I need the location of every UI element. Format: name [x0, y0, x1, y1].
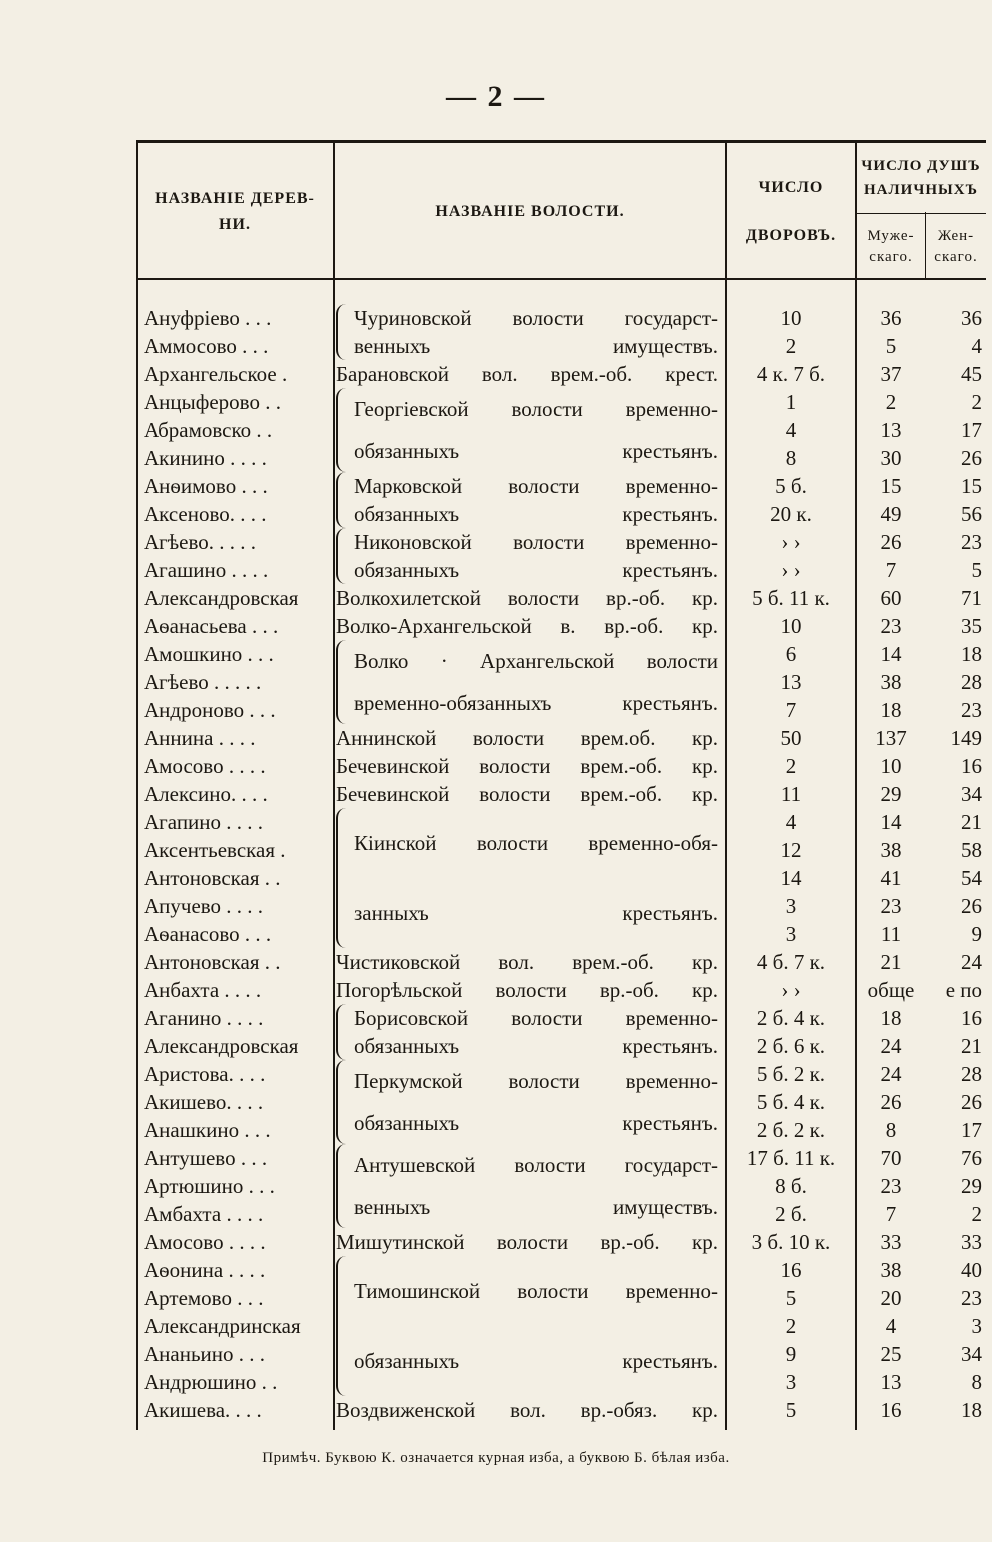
village-name: Аѳанасьева . . .	[144, 614, 279, 638]
volost-name	[354, 1004, 724, 1060]
header-yards-line2: ДВОРОВЪ.	[745, 226, 837, 244]
village-name: Агашино . . . .	[144, 558, 269, 582]
settlements-table	[136, 140, 986, 1430]
yards-count: 6	[785, 642, 797, 666]
village-name: Акишева. . . .	[144, 1398, 262, 1422]
yards-count: 2 б.	[775, 1202, 807, 1226]
village-name: Апучево . . . .	[144, 894, 264, 918]
brace-mark	[336, 472, 348, 528]
volost-line: Барановской вол. врем.-об. крест.	[336, 362, 718, 386]
male-count: 41	[880, 866, 902, 890]
header-male	[856, 215, 926, 279]
yards-count: 1	[785, 390, 797, 414]
male-count: 14	[880, 810, 902, 834]
header-souls-line1: ЧИСЛО ДУШЪ	[861, 158, 981, 174]
village-name: Агѣево . . . . .	[144, 670, 262, 694]
volost-line: венныхъ имуществъ.	[354, 1195, 718, 1219]
brace-mark	[336, 1004, 348, 1060]
volost-group	[336, 1256, 724, 1396]
yards-count: 9	[785, 1342, 797, 1366]
female-count: 34	[961, 782, 982, 806]
male-count: 70	[880, 1146, 902, 1170]
female-count: 9	[971, 922, 982, 946]
village-name: Архангельское .	[144, 362, 288, 386]
male-count: 18	[880, 1006, 902, 1030]
village-name: Александринская	[144, 1314, 301, 1338]
female-count: 34	[961, 1342, 982, 1366]
female-count: 35	[961, 614, 982, 638]
volost-line: Перкумской волости временно-	[354, 1069, 718, 1093]
header-male-label: Муже- скаго.	[867, 228, 915, 265]
yards-count: 3	[785, 1370, 797, 1394]
volost-line: Бечевинской волости врем.-об. кр.	[336, 782, 718, 806]
volost-name	[336, 1228, 724, 1256]
header-village-label: НАЗВАНІЕ ДЕРЕВ- НИ.	[155, 189, 315, 233]
yards-count: 5	[785, 1398, 797, 1422]
volost-group	[336, 472, 724, 528]
yards-count: 4 к. 7 б.	[756, 362, 826, 386]
village-name: Анашкино . . .	[144, 1118, 271, 1142]
village-name: Амосово . . . .	[144, 1230, 266, 1254]
village-name: Аммосово . . .	[144, 334, 269, 358]
female-count: 18	[961, 1398, 982, 1422]
male-count: 23	[880, 614, 902, 638]
yards-count: 4	[785, 418, 797, 442]
village-name: Аристова. . . .	[144, 1062, 266, 1086]
yards-count: 2 б. 2 к.	[756, 1118, 826, 1142]
yards-count: › ›	[781, 978, 801, 1002]
volost-group	[336, 1228, 724, 1256]
header-souls-line2: НАЛИЧНЫХЪ	[863, 182, 979, 198]
village-name: Аганино . . . .	[144, 1006, 264, 1030]
female-count: 17	[961, 1118, 982, 1142]
footnote: Примѣч. Буквою К. означается курная изба, а буквою Б. бѣлая изба.	[262, 1450, 730, 1466]
village-name: Алексино. . . .	[144, 782, 268, 806]
female-count: 29	[961, 1174, 982, 1198]
female-count: 26	[961, 446, 982, 470]
female-count: 23	[961, 698, 982, 722]
female-count: 4	[971, 334, 982, 358]
volost-line: Мишутинской волости вр.-об. кр.	[336, 1230, 718, 1254]
village-name: Антушево . . .	[144, 1146, 268, 1170]
yards-count: 5 б. 2 к.	[756, 1062, 826, 1086]
female-count: 15	[961, 474, 982, 498]
volost-line: временно-обязанныхъ крестьянъ.	[354, 691, 718, 715]
village-name: Аксентьевская .	[144, 838, 286, 862]
male-count: 5	[885, 334, 897, 358]
yards-count: 10	[780, 306, 802, 330]
female-count: 28	[961, 1062, 982, 1086]
female-count: 24	[961, 950, 982, 974]
female-count: 33	[961, 1230, 982, 1254]
female-count: 16	[961, 754, 982, 778]
brace-mark	[336, 528, 348, 584]
volost-group	[336, 724, 724, 752]
female-count: 8	[971, 1370, 982, 1394]
male-count: 2	[885, 390, 897, 414]
volost-group	[336, 780, 724, 808]
female-count: 56	[961, 502, 982, 526]
volost-name	[336, 584, 724, 612]
yards-count: 2 б. 4 к.	[756, 1006, 826, 1030]
village-name: Амошкино . . .	[144, 642, 274, 666]
village-name: Акинино . . . .	[144, 446, 267, 470]
volost-group	[336, 1396, 724, 1424]
village-name: Акишево. . . .	[144, 1090, 264, 1114]
rule-souls-split	[925, 212, 926, 280]
yards-count: 8	[785, 446, 797, 470]
male-count: 26	[880, 1090, 902, 1114]
volost-name	[354, 829, 724, 927]
male-count: 21	[880, 950, 902, 974]
volost-name	[354, 528, 724, 584]
village-name: Абрамовско . .	[144, 418, 273, 442]
volost-line: обязанныхъ крестьянъ.	[354, 502, 718, 526]
village-name: Анѳимово . . .	[144, 474, 268, 498]
volost-group	[336, 584, 724, 612]
yards-count: › ›	[781, 530, 801, 554]
yards-count: 5 б. 4 к.	[756, 1090, 826, 1114]
volost-line: Кіинской волости временно-обя-	[354, 831, 718, 855]
village-name: Аннина . . . .	[144, 726, 256, 750]
male-count: обще	[867, 978, 915, 1002]
male-count: 16	[880, 1398, 902, 1422]
volost-name	[336, 976, 724, 1004]
yards-count: 14	[780, 866, 802, 890]
yards-count: 2	[785, 1314, 797, 1338]
village-name: Антоновская . .	[144, 950, 281, 974]
volost-line: Георгіевской волости временно-	[354, 397, 718, 421]
female-count: 76	[961, 1146, 982, 1170]
volost-group	[336, 976, 724, 1004]
volost-group	[336, 612, 724, 640]
yards-count: 7	[785, 698, 797, 722]
village-name: Анцыферово . .	[144, 390, 281, 414]
volost-group	[336, 1004, 724, 1060]
yards-count: 10	[780, 614, 802, 638]
female-count: 40	[961, 1258, 982, 1282]
male-count: 7	[885, 1202, 897, 1226]
volost-name	[336, 780, 724, 808]
male-count: 20	[880, 1286, 902, 1310]
female-count: 2	[971, 390, 982, 414]
male-count: 38	[880, 670, 902, 694]
yards-count: 2	[785, 754, 797, 778]
volost-line: Антушевской волости государст-	[354, 1153, 718, 1177]
male-count: 10	[880, 754, 902, 778]
header-female-label: Жен- скаго.	[934, 228, 978, 265]
volost-name	[354, 1067, 724, 1137]
brace-mark	[336, 1256, 348, 1396]
header-volost-name	[334, 143, 726, 280]
female-count: 26	[961, 894, 982, 918]
male-count: 29	[880, 782, 902, 806]
female-count: 36	[961, 306, 982, 330]
header-souls	[856, 143, 986, 213]
header-volost-label: НАЗВАНІЕ ВОЛОСТИ.	[435, 202, 625, 220]
volost-name	[354, 647, 724, 717]
volost-line: Волкохилетской волости вр.-об. кр.	[336, 586, 718, 610]
village-name: Амбахта . . . .	[144, 1202, 264, 1226]
yards-count: › ›	[781, 558, 801, 582]
volost-group	[336, 388, 724, 472]
village-name: Александровская	[144, 1034, 299, 1058]
yards-count: 13	[780, 670, 802, 694]
volost-name	[354, 1277, 724, 1375]
female-count: 71	[961, 586, 982, 610]
village-name: Амосово . . . .	[144, 754, 266, 778]
yards-count: 5	[785, 1286, 797, 1310]
female-count: 18	[961, 642, 982, 666]
male-count: 33	[880, 1230, 902, 1254]
village-name: Артюшино . . .	[144, 1174, 275, 1198]
yards-count: 5 б. 11 к.	[752, 586, 830, 610]
female-count: 54	[961, 866, 982, 890]
female-count: 45	[961, 362, 982, 386]
male-count: 13	[880, 1370, 902, 1394]
volost-name	[336, 948, 724, 976]
female-count: 3	[971, 1314, 982, 1338]
yards-count: 17 б. 11 к.	[746, 1146, 836, 1170]
yards-count: 16	[780, 1258, 802, 1282]
female-count: 21	[961, 1034, 982, 1058]
village-name: Андрюшино . .	[144, 1370, 278, 1394]
village-name: Аксеново. . . .	[144, 502, 267, 526]
female-count: 2	[971, 1202, 982, 1226]
village-name: Андроново . . .	[144, 698, 276, 722]
header-souls-divider	[856, 213, 986, 214]
yards-count: 8 б.	[775, 1174, 807, 1198]
male-count: 23	[880, 894, 902, 918]
male-count: 49	[880, 502, 902, 526]
female-count: 23	[961, 530, 982, 554]
yards-count: 11	[780, 782, 802, 806]
yards-count: 4 б. 7 к.	[756, 950, 826, 974]
table-header	[136, 140, 986, 280]
male-count: 137	[875, 726, 907, 750]
male-count: 38	[880, 838, 902, 862]
volost-line: обязанныхъ крестьянъ.	[354, 1034, 718, 1058]
volost-line: обязанныхъ крестьянъ.	[354, 558, 718, 582]
volost-name	[336, 752, 724, 780]
volost-line: обязанныхъ крестьянъ.	[354, 1349, 718, 1373]
volost-line: Бечевинской волости врем.-об. кр.	[336, 754, 718, 778]
brace-mark	[336, 388, 348, 472]
volost-name	[336, 612, 724, 640]
volost-line: обязанныхъ крестьянъ.	[354, 439, 718, 463]
volost-line: венныхъ имуществъ.	[354, 334, 718, 358]
volost-name	[354, 472, 724, 528]
village-name: Ануфріево . . .	[144, 306, 272, 330]
volost-line: Борисовской волости временно-	[354, 1006, 718, 1030]
male-count: 60	[880, 586, 902, 610]
female-count: 21	[961, 810, 982, 834]
header-yards-line1: ЧИСЛО	[758, 178, 824, 196]
yards-count: 2 б. 6 к.	[756, 1034, 826, 1058]
male-count: 11	[880, 922, 902, 946]
volost-line: Тимошинской волости временно-	[354, 1279, 718, 1303]
male-count: 23	[880, 1174, 902, 1198]
volost-line: Марковской волости временно-	[354, 474, 718, 498]
male-count: 13	[880, 418, 902, 442]
female-count: 17	[961, 418, 982, 442]
female-count: 26	[961, 1090, 982, 1114]
volost-group	[336, 304, 724, 360]
male-count: 36	[880, 306, 902, 330]
volost-name	[336, 360, 724, 388]
volost-group	[336, 640, 724, 724]
header-female	[926, 215, 986, 279]
volost-line: Волко-Архангельской в. вр.-об. кр.	[336, 614, 718, 638]
female-count: 23	[961, 1286, 982, 1310]
header-village-name	[136, 143, 334, 280]
volost-line: занныхъ крестьянъ.	[354, 901, 718, 925]
village-name: Ананьино . . .	[144, 1342, 266, 1366]
female-count: 149	[950, 726, 982, 750]
male-count: 30	[880, 446, 902, 470]
village-name: Агапино . . . .	[144, 810, 264, 834]
village-name: Агѣево. . . . .	[144, 530, 257, 554]
yards-count: 3	[785, 894, 797, 918]
female-count: е по	[945, 978, 982, 1002]
volost-group	[336, 1060, 724, 1144]
village-name: Аѳанасово . . .	[144, 922, 272, 946]
table-body	[136, 280, 986, 1430]
female-count: 58	[961, 838, 982, 862]
volost-group	[336, 808, 724, 948]
male-count: 8	[885, 1118, 897, 1142]
male-count: 26	[880, 530, 902, 554]
page-number: — 2 —	[446, 80, 546, 113]
village-name: Артемово . . .	[144, 1286, 264, 1310]
volost-line: Чуриновской волости государст-	[354, 306, 718, 330]
volost-line: Аннинской волости врем.об. кр.	[336, 726, 718, 750]
volost-line: Чистиковской вол. врем.-об. кр.	[336, 950, 718, 974]
female-count: 28	[961, 670, 982, 694]
volost-name	[354, 395, 724, 465]
male-count: 18	[880, 698, 902, 722]
yards-count: 3 б. 10 к.	[751, 1230, 831, 1254]
volost-name	[354, 1151, 724, 1221]
volost-line: Волко · Архангельской волости	[354, 649, 718, 673]
yards-count: 12	[780, 838, 802, 862]
male-count: 4	[885, 1314, 897, 1338]
brace-mark	[336, 1060, 348, 1144]
village-name: Антоновская . .	[144, 866, 281, 890]
village-name: Александровская	[144, 586, 299, 610]
volost-group	[336, 528, 724, 584]
yards-count: 20 к.	[770, 502, 812, 526]
yards-count: 4	[785, 810, 797, 834]
volost-group	[336, 1144, 724, 1228]
volost-name	[336, 1396, 724, 1424]
brace-mark	[336, 1144, 348, 1228]
volost-line: Никоновской волости временно-	[354, 530, 718, 554]
header-yards	[726, 143, 856, 280]
volost-group	[336, 948, 724, 976]
volost-line: Погорѣльской волости вр.-об. кр.	[336, 978, 718, 1002]
brace-mark	[336, 640, 348, 724]
male-count: 25	[880, 1342, 902, 1366]
male-count: 38	[880, 1258, 902, 1282]
yards-count: 2	[785, 334, 797, 358]
volost-group	[336, 360, 724, 388]
village-name: Анбахта . . . .	[144, 978, 262, 1002]
yards-count: 50	[780, 726, 802, 750]
yards-count: 3	[785, 922, 797, 946]
male-count: 14	[880, 642, 902, 666]
male-count: 15	[880, 474, 902, 498]
volost-group	[336, 752, 724, 780]
male-count: 24	[880, 1062, 902, 1086]
male-count: 37	[880, 362, 902, 386]
female-count: 16	[961, 1006, 982, 1030]
yards-count: 5 б.	[775, 474, 807, 498]
male-count: 7	[885, 558, 897, 582]
brace-mark	[336, 808, 348, 948]
brace-mark	[336, 304, 348, 360]
female-count: 5	[971, 558, 982, 582]
village-name: Аѳонина . . . .	[144, 1258, 266, 1282]
volost-name	[336, 724, 724, 752]
volost-line: обязанныхъ крестьянъ.	[354, 1111, 718, 1135]
male-count: 24	[880, 1034, 902, 1058]
volost-name	[354, 304, 724, 360]
volost-line: Воздвиженской вол. вр.-обяз. кр.	[336, 1398, 718, 1422]
